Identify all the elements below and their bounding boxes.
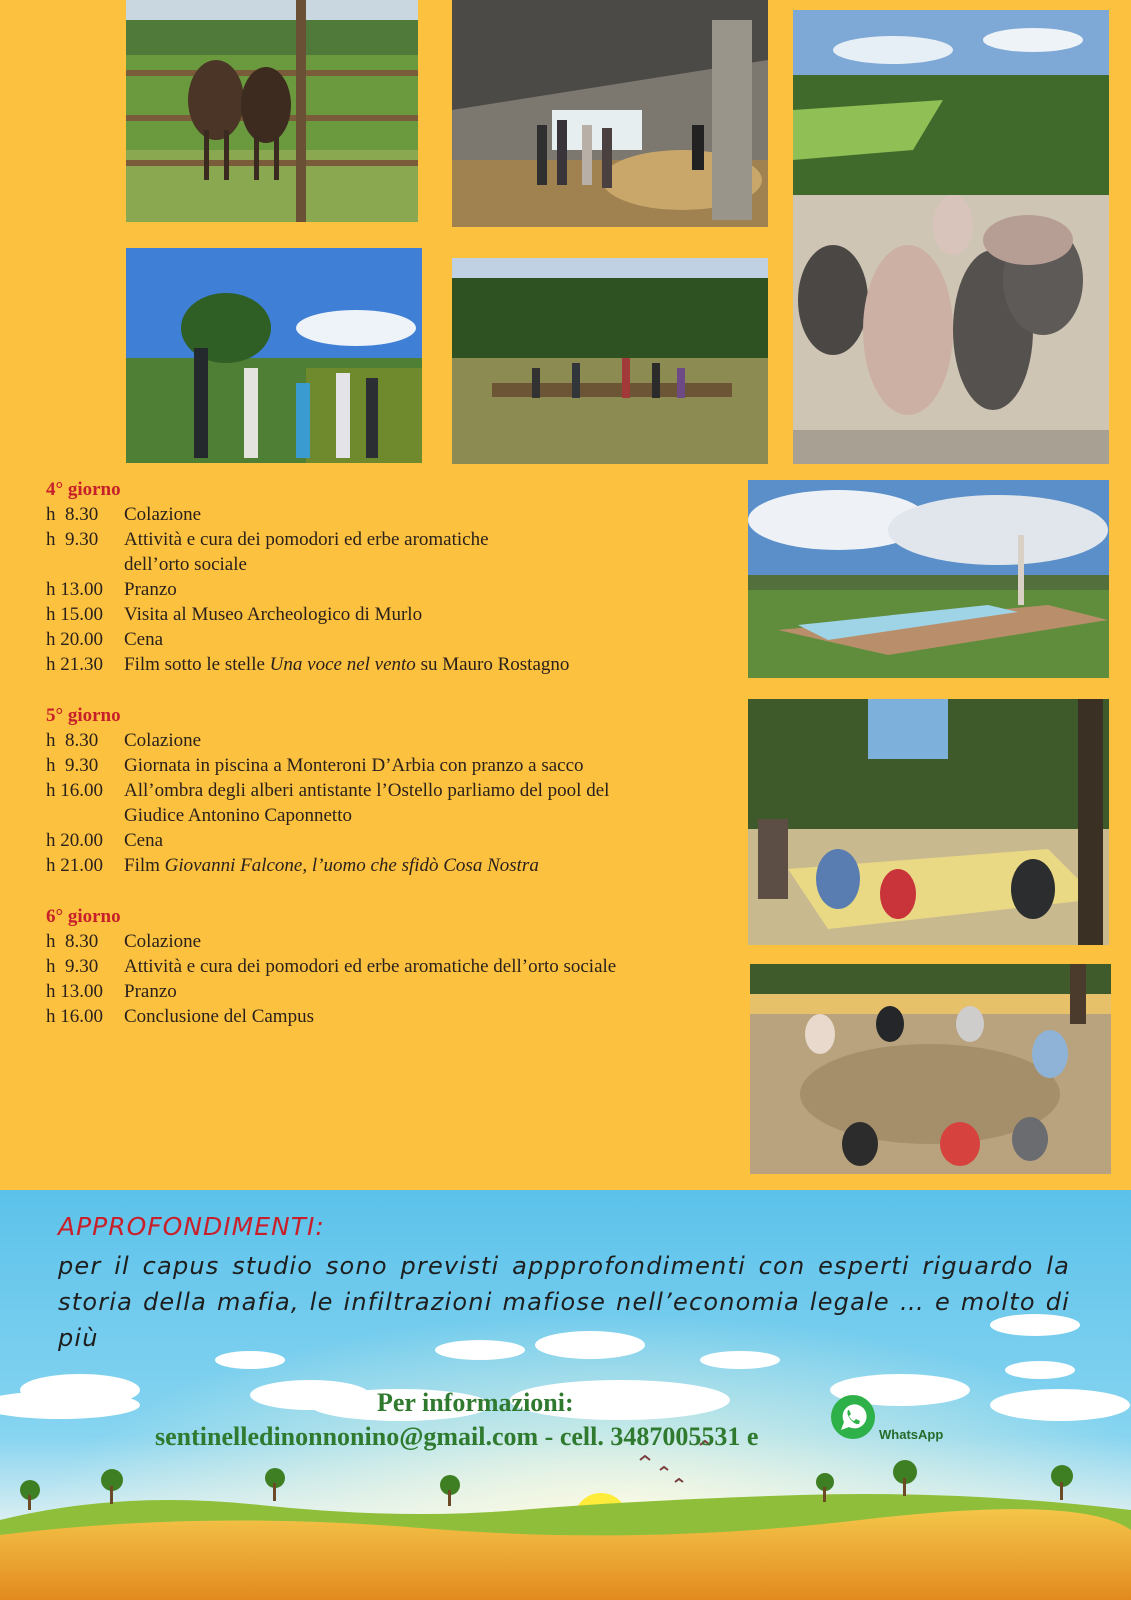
time: h 9.30 [46,956,99,977]
info-title: Per informazioni: [377,1388,574,1417]
time: h 13.00 [46,981,103,1002]
schedule-row [46,979,726,1004]
whatsapp-icon [830,1394,876,1440]
activity-line: Giudice Antonino Caponnetto [124,805,352,826]
schedule-day5 [46,703,726,878]
film-title: Una voce nel vento [269,654,416,675]
photo-tables-under-trees [748,699,1109,945]
activity [124,778,726,828]
activity: Pranzo [124,981,177,1002]
schedule-row [46,602,726,627]
photo-garden-work [452,258,768,464]
schedule-row [46,527,726,577]
day-title: 5° giorno [46,705,121,726]
photo-donkeys [126,0,418,222]
schedule-row [46,1004,726,1029]
time: h 15.00 [46,604,103,625]
schedule-row [46,577,726,602]
schedule-row [46,828,726,853]
time: h 8.30 [46,931,99,952]
photo-pigs [793,10,1109,464]
activity [124,853,726,878]
activity: Giornata in piscina a Monteroni D’Arbia con pranzo a sacco [124,755,584,776]
schedule-row [46,652,726,677]
schedule-row [46,929,726,954]
activity-text: su Mauro Rostagno [415,654,570,675]
schedule-row [46,753,726,778]
activity-text: Film sotto le stelle [124,654,270,675]
day-title: 6° giorno [46,906,121,927]
contact-line: sentinelledinonnonino@gmail.com - cell. 3487005531 e [155,1422,759,1451]
photo-barn [452,0,768,227]
schedule-day6 [46,904,726,1029]
photo-pool [748,480,1109,678]
activity: Cena [124,629,164,650]
activity [124,527,726,577]
time: h 20.00 [46,830,103,851]
activity: Conclusione del Campus [124,1006,314,1027]
time: h 16.00 [46,1006,103,1027]
activity-line: All’ombra degli alberi antistante l’Ostello parliamo del pool del [124,780,610,801]
activity-line: dell’orto sociale [124,554,247,575]
activity: Cena [124,830,164,851]
day-title: 4° giorno [46,479,121,500]
approfondimenti-title: APPROFONDIMENTI: [58,1212,325,1241]
schedule-row [46,778,726,828]
schedule-row [46,853,726,878]
activity: Colazione [124,931,202,952]
film-title: Giovanni Falcone, l’uomo che sfidò Cosa Nostra [164,855,539,876]
activity: Pranzo [124,579,177,600]
schedule-row [46,728,726,753]
activity: Colazione [124,730,202,751]
time: h 21.30 [46,654,103,675]
time: h 16.00 [46,780,103,801]
activity-line: Attività e cura dei pomodori ed erbe aromatiche [124,529,489,550]
photo-sunflowers [126,248,422,463]
whatsapp-label: WhatsApp [879,1427,944,1442]
activity: Visita al Museo Archeologico di Murlo [124,604,423,625]
activity: Colazione [124,504,202,525]
time: h 9.30 [46,529,99,550]
photo-circle-of-chairs [750,964,1111,1174]
time: h 20.00 [46,629,103,650]
schedule-row [46,627,726,652]
approfondimenti-text: per il capus studio sono previsti appprofondimenti con esperti riguardo la storia della mafia, le infiltrazioni mafiose nell’economia legale … e molto di più [58,1252,1070,1352]
activity-text: Film [124,855,165,876]
activity: Attività e cura dei pomodori ed erbe aromatiche dell’orto sociale [124,956,617,977]
time: h 8.30 [46,730,99,751]
time: h 13.00 [46,579,103,600]
time: h 8.30 [46,504,99,525]
time: h 9.30 [46,755,99,776]
time: h 21.00 [46,855,103,876]
schedule-day4 [46,477,726,677]
schedule-row [46,502,726,527]
schedule-row [46,954,726,979]
activity [124,652,726,677]
